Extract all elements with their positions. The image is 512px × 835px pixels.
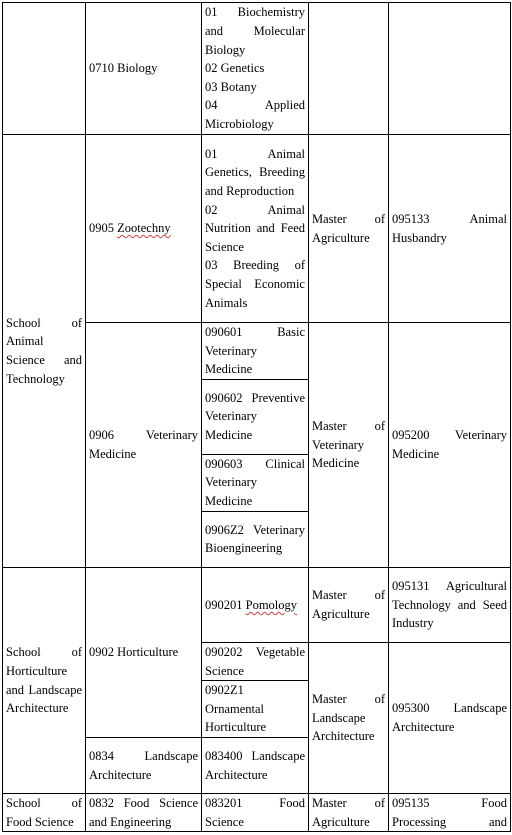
discipline-cell: 0834 Landscape Architecture [86,738,202,794]
specialty-cell [202,135,309,323]
degree-cell: Master of Agriculture [309,568,389,643]
specialty-item: 090602 Preventive Veterinary Medicine [202,379,308,454]
school-cell: School of Horticulture and Landscape Architecture [3,568,86,794]
degree-cell: Master of Agriculture [309,794,389,832]
specialty-cell [202,3,309,135]
specialty-item: 0906Z2 Veterinary Bioengineering [205,522,305,556]
table-row [3,135,511,323]
specialty-cell [202,323,309,568]
specialty-item: 090603 Clinical Veterinary Medicine [202,454,308,511]
specialty-cell [202,568,309,643]
specialty-item: 090601 Basic Veterinary Medicine [202,323,308,379]
professional-cell [389,3,511,135]
discipline-cell: 0906 Veterinary Medicine [86,323,202,568]
school-cell [3,3,86,135]
programs-table [2,2,511,832]
professional-cell: 095135 Food Processing and [389,794,511,832]
discipline-cell [86,135,202,323]
school-cell: School of Animal Science and Technology [3,135,86,568]
professional-cell: 095133 Animal Husbandry [389,135,511,323]
discipline-cell: 0902 Horticulture [86,568,202,738]
specialty-code: 090201 [205,597,243,612]
professional-cell: 095200 Veterinary Medicine [389,323,511,568]
specialty-item: 02 Genetics [205,61,265,76]
specialty-cell: 090202 Vegetable Science [202,643,309,681]
discipline-cell: 0832 Food Science and Engineering [86,794,202,832]
table-row [3,794,511,832]
table-row [3,3,511,135]
table-row [3,568,511,643]
specialty-item: 03 Botany [205,79,257,94]
discipline-name: Zootechny [117,221,171,236]
discipline-code: 0905 [89,221,114,236]
specialty-cell: 0902Z1 Ornamental Horticulture [202,681,309,738]
specialty-name: Pomology [245,597,298,612]
specialty-cell: 083201 Food Science [202,794,309,832]
specialty-item: 01 Animal Genetics, Breeding and Reproduction [205,146,305,199]
degree-cell: Master of Veterinary Medicine [309,323,389,568]
professional-cell: 095131 Agricultural Technology and Seed Industry [389,568,511,643]
degree-cell [309,3,389,135]
professional-cell: 095300 Landscape Architecture [389,643,511,794]
school-cell: School of Food Science [3,794,86,832]
specialty-item: 03 Breeding of Special Economic Animals [205,258,305,310]
discipline-cell: 0710 Biology [86,3,202,135]
specialty-cell: 083400 Landscape Architecture [202,738,309,794]
degree-cell: Master of Landscape Architecture [309,643,389,794]
specialty-item: 04 Applied Microbiology [205,98,305,131]
specialty-item: 01 Biochemistry and Molecular Biology [205,5,305,57]
specialty-subtable [202,323,308,567]
specialty-item: 02 Animal Nutrition and Feed Science [205,202,305,254]
degree-cell: Master of Agriculture [309,135,389,323]
